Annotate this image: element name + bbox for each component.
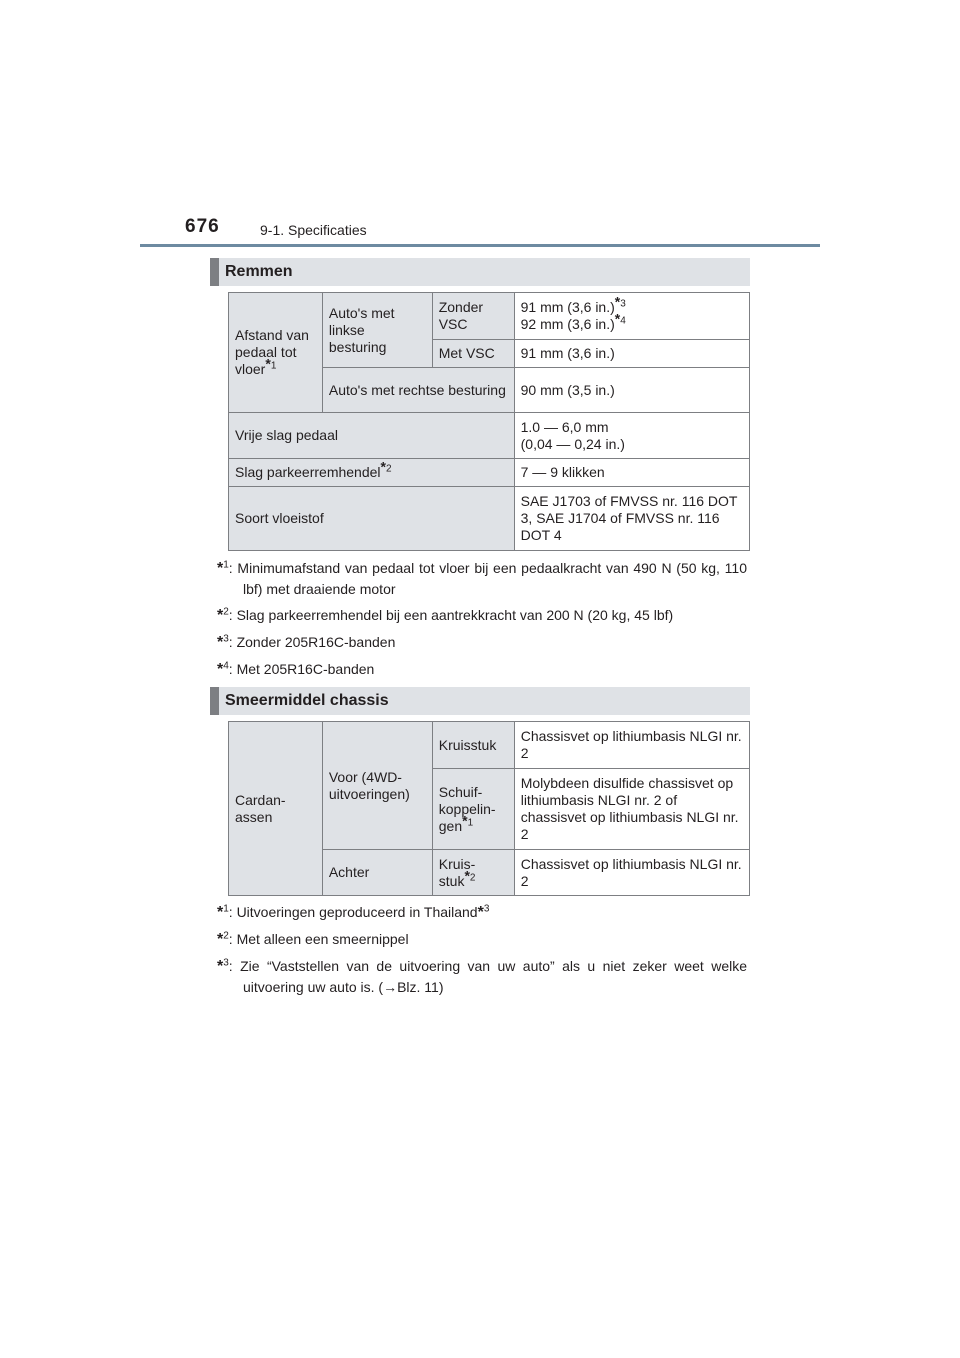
section-label: 9-1. Specificaties [260, 222, 367, 238]
with-vsc-value: 91 mm (3,6 in.) [514, 340, 749, 368]
section-title-brakes: Remmen [210, 258, 750, 286]
chassis-note-3: *$^3$: Zie “Vaststellen van de uitvoering van uw auto” als u niet zeker weet welke uitvoering uw auto is. (→Blz. 11) [217, 957, 747, 995]
parking-brake-value: 7 — 9 klikken [514, 459, 749, 487]
brake-notes [217, 558, 747, 686]
without-vsc-value: 91 mm (3,6 in.)*$^3$ 92 mm (3,6 in.)*$^4$ [514, 293, 749, 340]
brake-note-2: *$^2$: Slag parkeerremhendel bij een aantrekkracht van 200 N (20 kg, 45 lbf) [217, 606, 674, 624]
shaft-label: Cardan- assen [229, 722, 323, 896]
cross-joint-label: Kruisstuk [432, 722, 514, 769]
page-header [140, 214, 820, 246]
pedal-distance-label: Afstand van pedaal tot vloer*$^1$ [229, 293, 323, 413]
brake-note-1: *$^1$: Minimumafstand van pedaal tot vloer bij een pedaalkracht van 490 N (50 kg, 110 lbf) met draaiende motor [217, 559, 747, 597]
brake-note-4: *$^4$: Met 205R16C-banden [217, 660, 375, 678]
free-play-label: Vrije slag pedaal [229, 413, 515, 459]
with-vsc-label: Met VSC [432, 340, 514, 368]
chassis-note-2: *$^2$: Met alleen een smeernippel [217, 930, 409, 948]
free-play-value: 1.0 — 6,0 mm (0,04 — 0,24 in.) [514, 413, 749, 459]
chassis-table [228, 721, 750, 896]
front-label: Voor (4WD- uitvoeringen) [322, 722, 432, 850]
rear-label: Achter [322, 850, 432, 896]
slip-joint-label: Schuif- koppelin- gen*$^1$ [432, 769, 514, 850]
rhd-value: 90 mm (3,5 in.) [514, 368, 749, 413]
brakes-table [228, 292, 750, 551]
rhd-label: Auto's met rechtse besturing [322, 368, 514, 413]
rear-value: Chassisvet op lithiumbasis NLGI nr. 2 [514, 850, 749, 896]
without-vsc-label: Zonder VSC [432, 293, 514, 340]
fluid-type-value: SAE J1703 of FMVSS nr. 116 DOT 3, SAE J1704 of FMVSS nr. 116 DOT 4 [514, 487, 749, 551]
fluid-type-label: Soort vloeistof [229, 487, 515, 551]
rear-cross-joint-label: Kruis- stuk*$^2$ [432, 850, 514, 896]
page-number: 676 [185, 216, 220, 237]
lhd-label: Auto's met linkse besturing [322, 293, 432, 368]
parking-brake-label: Slag parkeerremhendel*$^2$ [229, 459, 515, 487]
section-title-chassis: Smeermiddel chassis [210, 687, 750, 715]
brake-note-3: *$^3$: Zonder 205R16C-banden [217, 633, 396, 651]
cross-joint-value: Chassisvet op lithiumbasis NLGI nr. 2 [514, 722, 749, 769]
header-rule [140, 244, 820, 247]
chassis-note-1: *$^1$: Uitvoeringen geproduceerd in Thailand*$^3$ [217, 903, 490, 921]
chassis-notes [217, 902, 747, 1003]
slip-joint-value: Molybdeen disulfide chassisvet op lithiumbasis NLGI nr. 2 of chassisvet op lithiumbasis NLGI nr. 2 [514, 769, 749, 850]
